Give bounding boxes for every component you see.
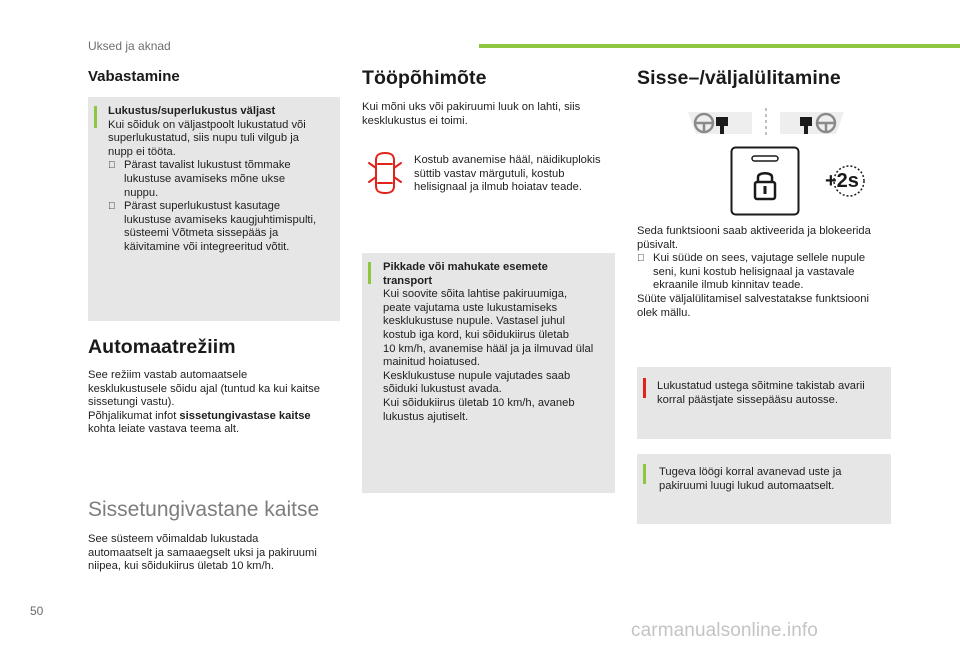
text-line: 10 km/h, avanemise hääl ja ja ilmuvad ülal <box>383 342 594 355</box>
text-line: kesklukustus ei toimi. <box>362 114 468 127</box>
text-line: ekraanile ilmub kinnitav teade. <box>653 279 804 292</box>
bullet-glyph <box>637 252 653 293</box>
central-locking-button-icon <box>730 146 800 216</box>
info-box-crash-content <box>659 466 887 493</box>
text-line: Seda funktsiooni saab aktiveerida ja blokeerida <box>637 225 871 237</box>
watermark: carmanualsonline.info <box>631 620 818 641</box>
text-line: Süüte väljalülitamisel salvestatakse funktsiooni <box>637 292 869 305</box>
text-line: nuppu. <box>124 186 159 199</box>
text-line: seni, kuni kostub helisignaal ja vastavale <box>653 265 855 278</box>
info-box-title: Lukustus/superlukustus väljast <box>108 105 276 117</box>
bullet-glyph <box>108 159 124 200</box>
text-line: helisignaal ja ilmub hoiatav teade. <box>414 181 582 194</box>
bullet-item <box>637 252 892 293</box>
text-line: Kui süüde on sees, vajutage sellele nupule <box>653 252 866 265</box>
text-bold-span: sissetungivastase kaitse <box>179 409 311 422</box>
section-header: Uksed ja aknad <box>88 39 171 53</box>
text-line: Kui sõiduk on väljastpoolt lukustatud või <box>108 118 306 131</box>
page-number: 50 <box>30 604 44 618</box>
bullet-item <box>108 200 336 254</box>
text-line: olek mällu. <box>637 306 691 319</box>
text-line: püsivalt. <box>637 238 679 251</box>
info-box-title: transport <box>383 274 433 287</box>
text-line: kesklukustuse nupule. Vastasel juhul <box>383 315 566 328</box>
text-line: Lukustatud ustega sõitmine takistab avarii <box>657 380 865 392</box>
text-line: lukustuse avamiseks kaugjuhtimispulti, <box>124 213 317 226</box>
text-line: Kui sõidukiirus ületab 10 km/h, avaneb <box>383 396 575 409</box>
text-line: süttib vastav märgutuli, kostub <box>414 167 565 180</box>
text-line: lukustus ajutiselt. <box>383 410 469 423</box>
text-span: Põhjalikumat infot <box>88 409 180 422</box>
text-line: süsteemi Võtmeta sissepääs ja <box>124 227 279 240</box>
text-line: See süsteem võimaldab lukustada <box>88 533 259 545</box>
info-box-lukustus-content <box>108 105 336 255</box>
warning-icon-text <box>414 154 614 195</box>
toopohimote-intro <box>362 101 612 128</box>
text-line: Kui soovite sõita lahtise pakiruumiga, <box>383 288 568 301</box>
heading-sisse-valjalulitamine: Sisse–/väljalülitamine <box>637 67 841 89</box>
steering-wheel-right-icon <box>780 112 844 134</box>
text-line: superlukustatud, siis nupu tuli vilgub ja <box>108 132 299 145</box>
info-box-transport-content <box>383 261 611 424</box>
text-line <box>88 410 343 424</box>
info-marker <box>643 464 646 484</box>
info-box-title: Pikkade või mahukate esemete <box>383 261 548 273</box>
text-line: sissetungi vastu). <box>88 396 175 409</box>
text-line: automaatselt ja samaaegselt uksi ja pakiruumi <box>88 546 317 559</box>
text-line: sõiduki lukustust avada. <box>383 383 502 396</box>
warning-marker <box>643 378 646 398</box>
info-marker <box>94 106 97 128</box>
text-line: Tugeva löögi korral avanevad uste ja <box>659 466 842 478</box>
open-door-car-icon <box>367 150 403 196</box>
sisse-valja-text <box>637 225 892 320</box>
steering-wheel-left-icon <box>688 112 752 134</box>
text-line: niipea, kui sõidukiirus ületab 10 km/h. <box>88 560 274 573</box>
text-line: korral päästjate sissepääsu autosse. <box>657 393 838 406</box>
heading-toopohimote: Tööpõhimõte <box>362 67 487 89</box>
text-line: lukustuse avamiseks mõne ukse <box>124 172 286 185</box>
text-line: käivitamine või integreeritud võtit. <box>124 240 290 253</box>
text-line: See režiim vastab automaatsele <box>88 369 248 381</box>
heading-sissetungivastane-kaitse: Sissetungivastane kaitse <box>88 498 320 521</box>
text-line: Pärast tavalist lukustust tõmmake <box>124 159 291 172</box>
bullet-glyph <box>108 200 124 254</box>
text-line: peate vajutama uste lukustamiseks <box>383 301 558 314</box>
heading-vabastamine: Vabastamine <box>88 68 180 85</box>
text-line: nupp ei tööta. <box>108 145 176 158</box>
text-line: pakiruumi luugi lukud automaatselt. <box>659 479 835 492</box>
dashboard-illustration <box>686 106 846 140</box>
text-line: mainitud hoiatused. <box>383 356 481 369</box>
text-line: kesklukustusele sõidu ajal (tuntud ka kui kaitse <box>88 382 320 395</box>
heading-automaatreziim: Automaatrežiim <box>88 336 236 358</box>
text-line: Kui mõni uks või pakiruumi luuk on lahti, siis <box>362 101 581 113</box>
text-line: kohta leiate vastava teema alt. <box>88 423 240 436</box>
text-line: Kostub avanemise hääl, näidikuplokis <box>414 154 601 166</box>
hold-duration-label: +2s <box>825 170 859 192</box>
warning-box-content <box>657 380 887 407</box>
automaatreziim-text <box>88 369 343 437</box>
bullet-item <box>108 159 336 200</box>
hold-two-seconds-icon <box>823 164 867 198</box>
text-line: kostub iga kord, kui sõidukiirus ületab <box>383 328 569 341</box>
text-line: Kesklukustuse nupule vajutades saab <box>383 369 571 382</box>
section-header-bar <box>479 44 960 48</box>
text-line: Pärast superlukustust kasutage <box>124 200 281 213</box>
info-marker <box>368 262 371 284</box>
sissetung-text <box>88 533 343 574</box>
